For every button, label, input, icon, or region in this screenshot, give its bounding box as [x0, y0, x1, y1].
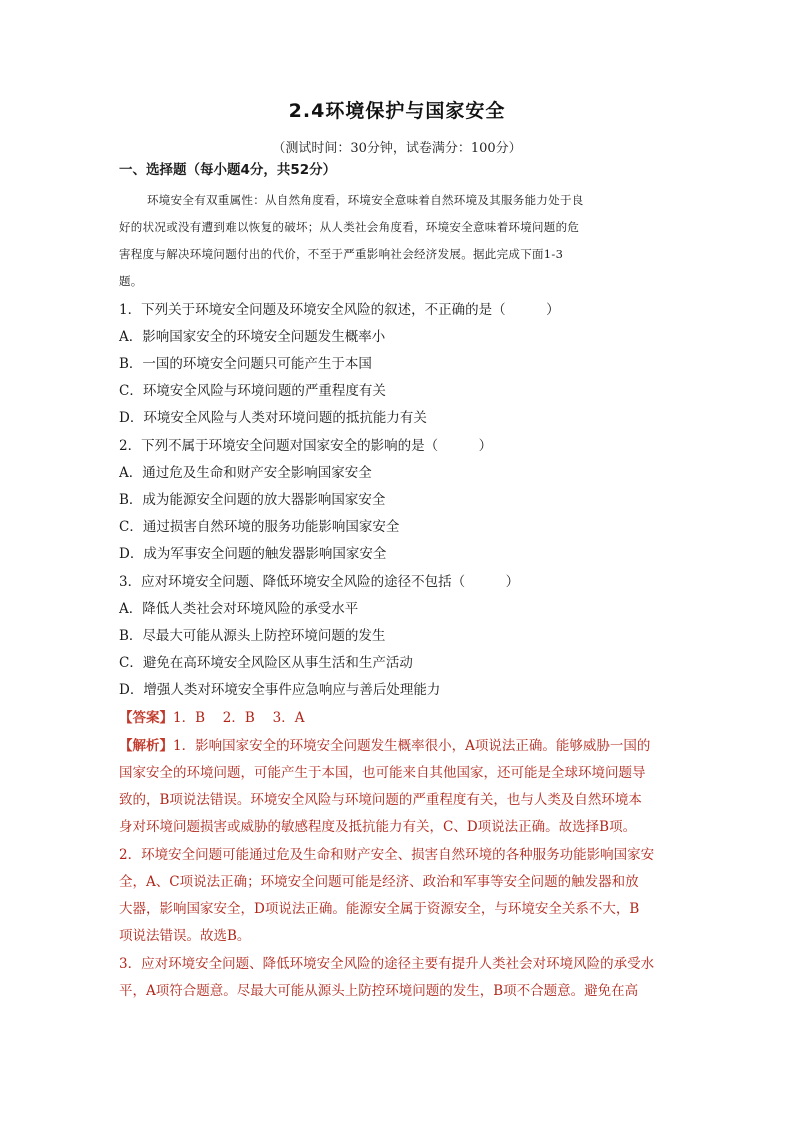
option-c: C．避免在高环境安全风险区从事生活和生产活动 — [119, 655, 413, 671]
option-a: A．影响国家安全的环境安全问题发生概率小 — [119, 329, 386, 345]
question-stem: 2．下列不属于环境安全问题对国家安全的影响的是（ ） — [119, 438, 493, 454]
option-d: D．成为军事安全问题的触发器影响国家安全 — [119, 546, 387, 562]
analysis-tag: 【解析】 — [119, 738, 173, 754]
analysis-line: 全，A、C项说法正确；环境安全问题可能是经济、政治和军事等安全问题的触发器和放 — [119, 874, 639, 890]
analysis-line: 2．环境安全问题可能通过危及生命和财产安全、损害自然环境的各种服务功能影响国家安 — [119, 847, 655, 863]
option-d: D．增强人类对环境安全事件应急响应与善后处理能力 — [119, 682, 441, 698]
analysis-line: 平，A项符合题意。尽最大可能从源头上防控环境问题的发生，B项不合题意。避免在高 — [119, 983, 639, 999]
passage-line: 好的状况或没有遭到难以恢复的破坏；从人类社会角度看，环境安全意味着环境问题的危 — [119, 220, 580, 234]
answer-tag: 【答案】 — [119, 710, 173, 726]
page-title: 2.4环境保护与国家安全 — [288, 100, 506, 122]
question-stem: 1．下列关于环境安全问题及环境安全风险的叙述，不正确的是（ ） — [119, 302, 560, 318]
analysis-text: 1．影响国家安全的环境安全问题发生概率很小，A项说法正确。能够威胁一国的 — [173, 738, 651, 754]
passage-line: 题。 — [119, 274, 143, 288]
question-stem: 3．应对环境安全问题、降低环境安全风险的途径不包括（ ） — [119, 574, 520, 590]
option-b: B．成为能源安全问题的放大器影响国家安全 — [119, 492, 386, 508]
option-d: D．环境安全风险与人类对环境问题的抵抗能力有关 — [119, 410, 427, 426]
passage-line: 环境安全有双重属性：从自然角度看，环境安全意味着自然环境及其服务能力处于良 — [147, 193, 584, 207]
answer-line — [119, 708, 304, 728]
analysis-line: 致的，B项说法错误。环境安全风险与环境问题的严重程度有关，也与人类及自然环境本 — [119, 792, 642, 808]
analysis-line: 身对环境问题损害或威胁的敏感程度及抵抗能力有关，C、D项说法正确。故选择B项。 — [119, 819, 637, 835]
analysis-line: 3．应对环境安全问题、降低环境安全风险的途径主要有提升人类社会对环境风险的承受水 — [119, 956, 655, 972]
analysis-line: 大器，影响国家安全，D项说法正确。能源安全属于资源安全，与环境安全关系不大，B — [119, 901, 640, 917]
option-b: B．一国的环境安全问题只可能产生于本国 — [119, 356, 372, 372]
option-a: A．通过危及生命和财产安全影响国家安全 — [119, 465, 372, 481]
option-c: C．通过损害自然环境的服务功能影响国家安全 — [119, 519, 400, 535]
section-heading: 一、选择题（每小题4分，共52分） — [119, 162, 337, 178]
passage-line: 害程度与解决环境问题付出的代价，不至于严重影响社会经济发展。据此完成下面1-3 — [119, 247, 564, 261]
option-a: A．降低人类社会对环境风险的承受水平 — [119, 601, 359, 617]
option-c: C．环境安全风险与环境问题的严重程度有关 — [119, 383, 386, 399]
analysis-line: 项说法错误。故选B。 — [119, 928, 251, 944]
answer-text: 1．B 2．B 3．A — [173, 710, 305, 726]
analysis-line — [119, 736, 650, 756]
test-info: （测试时间：30分钟，试卷满分：100分） — [272, 141, 522, 156]
option-b: B．尽最大可能从源头上防控环境问题的发生 — [119, 628, 386, 644]
analysis-line: 国家安全的环境问题，可能产生于本国，也可能来自其他国家，还可能是全球环境问题导 — [119, 765, 646, 781]
